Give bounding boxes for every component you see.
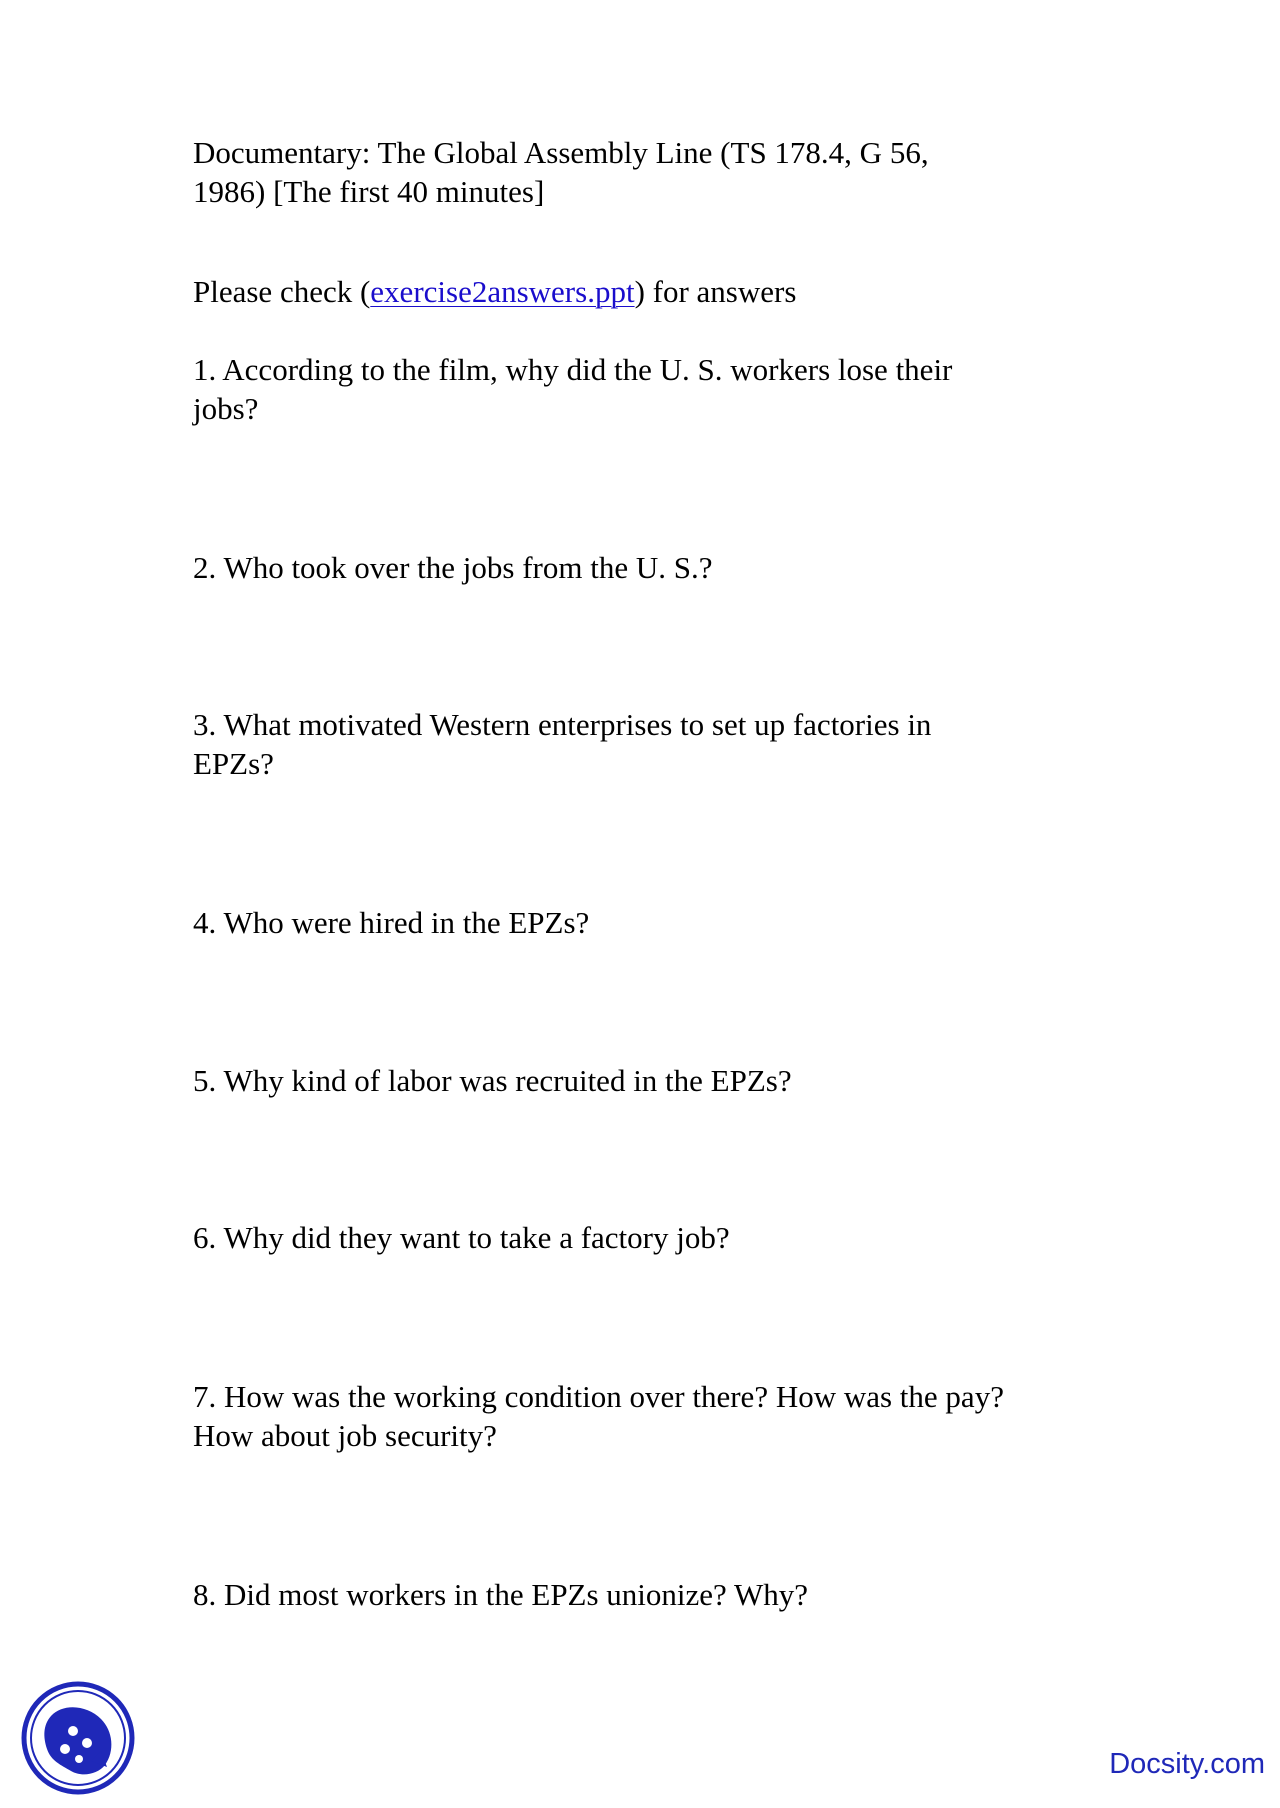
question-3-line-1: 3. What motivated Western enterprises to set up factories in [193, 707, 932, 742]
question-7-line-1: 7. How was the working condition over there? How was the pay? [193, 1379, 1004, 1414]
question-8 [193, 1575, 808, 1614]
question-4-line-1: 4. Who were hired in the EPZs? [193, 905, 590, 940]
question-7 [193, 1377, 1004, 1455]
question-3 [193, 705, 931, 783]
question-2-line-1: 2. Who took over the jobs from the U. S.? [193, 550, 713, 585]
document-heading [193, 133, 929, 211]
answers-file-link[interactable]: exercise2answers.ppt [370, 274, 635, 309]
question-2 [193, 548, 712, 587]
question-8-line-1: 8. Did most workers in the EPZs unionize? Why? [193, 1577, 809, 1612]
question-3-line-2: EPZs? [193, 746, 274, 781]
question-7-line-2: How about job security? [193, 1418, 497, 1453]
question-4 [193, 903, 589, 942]
question-6-line-1: 6. Why did they want to take a factory job? [193, 1220, 730, 1255]
brand-watermark[interactable]: Docsity.com [1109, 1748, 1265, 1780]
question-1-line-1: 1. According to the film, why did the U. S. workers lose their [193, 352, 953, 387]
question-5-line-1: 5. Why kind of labor was recruited in the EPZs? [193, 1063, 792, 1098]
question-6 [193, 1218, 730, 1257]
question-5 [193, 1061, 792, 1100]
question-1-line-2: jobs? [193, 391, 259, 426]
heading-line-1: Documentary: The Global Assembly Line (TS 178.4, G 56, [193, 135, 929, 170]
heading-line-2: 1986) [The first 40 minutes] [193, 174, 545, 209]
docsity-logo-icon [21, 1681, 135, 1795]
question-1 [193, 350, 952, 428]
answers-note [193, 272, 796, 311]
answers-note-prefix: Please check ( [193, 274, 371, 309]
answers-note-suffix: ) for answers [634, 274, 797, 309]
